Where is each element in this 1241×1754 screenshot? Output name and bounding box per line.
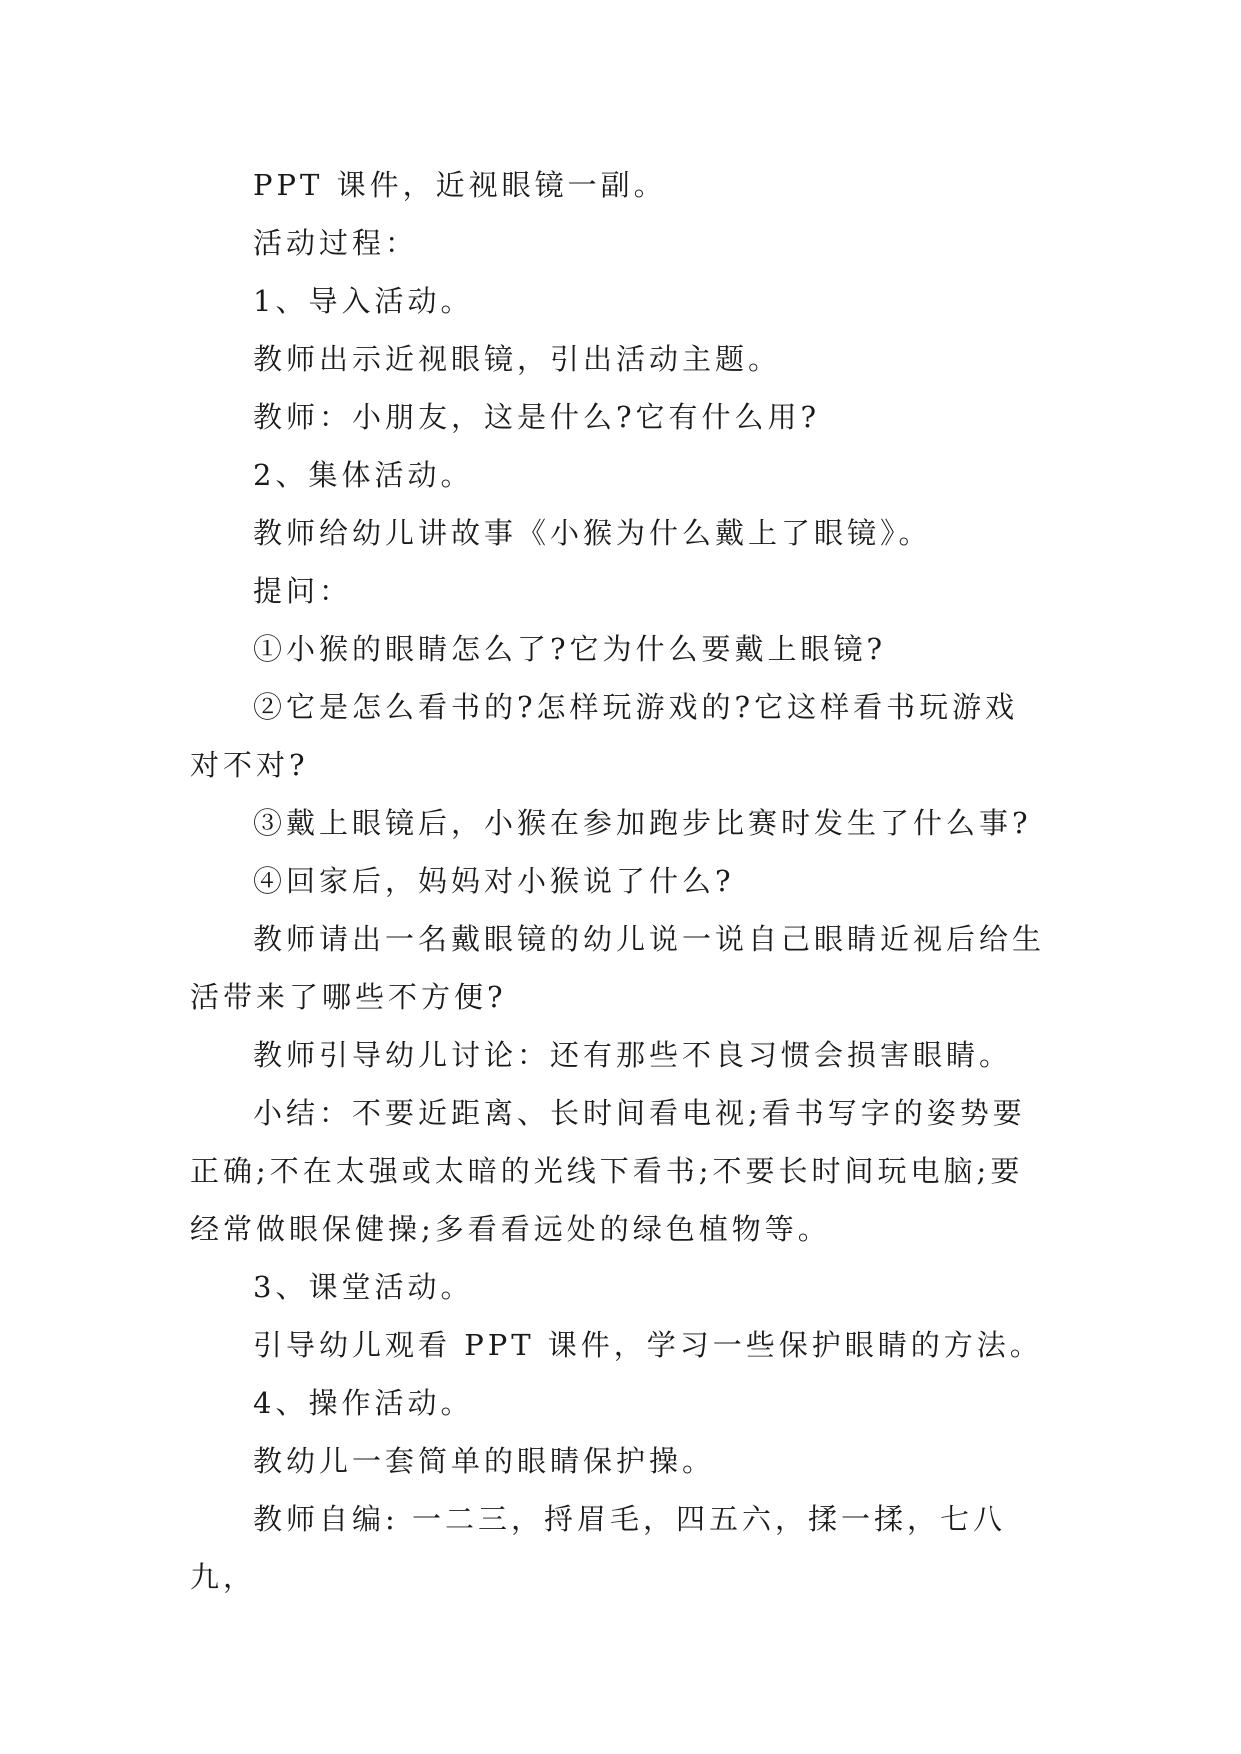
document-body <box>190 156 1050 1606</box>
paragraph: 教师给幼儿讲故事《小猴为什么戴上了眼镜》。 <box>253 516 932 550</box>
paragraph: 教师引导幼儿讨论：还有那些不良习惯会损害眼睛。 <box>253 1038 1013 1072</box>
paragraph: 教师自编: 一二三，捋眉毛，四五六，揉一揉，七八九， <box>190 1502 1006 1594</box>
paragraph: 引导幼儿观看 PPT 课件，学习一些保护眼睛的方法。 <box>253 1328 1043 1362</box>
paragraph: ③戴上眼镜后，小猴在参加跑步比赛时发生了什么事? <box>253 806 1032 840</box>
paragraph: 教师请出一名戴眼镜的幼儿说一说自己眼睛近视后给生活带来了哪些不方便? <box>190 922 1046 1014</box>
paragraph: ①小猴的眼睛怎么了?它为什么要戴上眼镜? <box>253 632 887 666</box>
paragraph: 1、导入活动。 <box>253 284 474 318</box>
paragraph: 2、集体活动。 <box>253 458 474 492</box>
paragraph: 小结：不要近距离、长时间看电视;看书写字的姿势要正确;不在太强或太暗的光线下看书;不要长时间玩电脑;要经常做眼保健操;多看看远处的绿色植物等。 <box>190 1096 1026 1246</box>
paragraph: 教师：小朋友，这是什么?它有什么用? <box>253 400 821 434</box>
paragraph: PPT 课件，近视眼镜一副。 <box>253 168 667 202</box>
paragraph: ④回家后，妈妈对小猴说了什么? <box>253 864 735 898</box>
paragraph: 活动过程： <box>253 226 419 260</box>
paragraph: 3、课堂活动。 <box>253 1270 474 1304</box>
paragraph: 提问： <box>253 574 353 608</box>
paragraph: 教师出示近视眼镜，引出活动主题。 <box>253 342 782 376</box>
paragraph: ②它是怎么看书的?怎样玩游戏的?它这样看书玩游戏对不对? <box>190 690 1019 782</box>
paragraph: 4、操作活动。 <box>253 1386 474 1420</box>
paragraph: 教幼儿一套简单的眼睛保护操。 <box>253 1444 716 1478</box>
